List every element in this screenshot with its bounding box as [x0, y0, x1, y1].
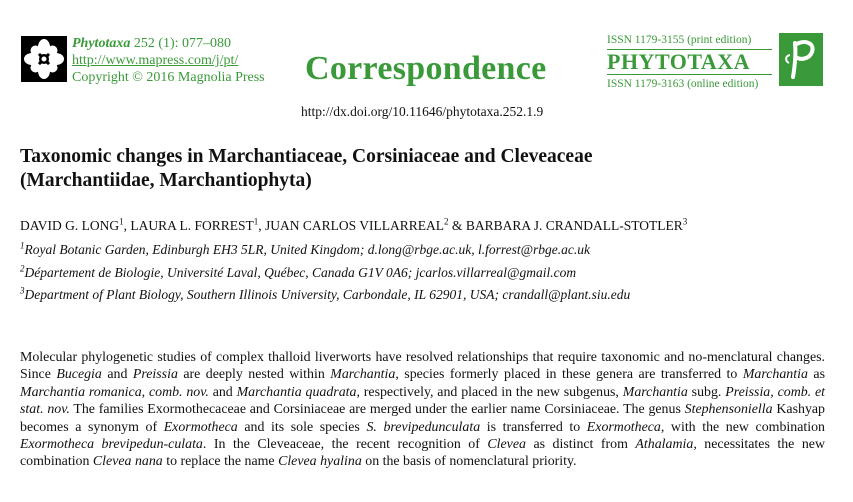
- article-title: [20, 145, 840, 193]
- author-sep: ,: [258, 218, 266, 233]
- title-line-1: Taxonomic changes in Marchantiaceae, Corsiniaceae and Cleveaceae: [20, 146, 593, 167]
- flower-logo-icon: [21, 36, 67, 82]
- copyright: Copyright © 2016 Magnolia Press: [72, 70, 265, 85]
- abstract-italic-run: Exormotheca brevipedun-culata: [20, 437, 203, 453]
- affiliation-3: [20, 286, 850, 303]
- abstract-italic-run: Preissia: [725, 384, 771, 400]
- abstract-text-run: Molecular phylogenetic studies of complex thalloid liverworts have resolved relationships that require taxonomic and no-menclatural changes. Since: [20, 350, 825, 383]
- section-title: Correspondence: [305, 50, 547, 87]
- author-sup: 1: [253, 216, 259, 227]
- abstract-italic-run: Athalamia: [635, 437, 694, 453]
- affiliation-1: [20, 241, 850, 258]
- abstract-italic-run: Clevea nana: [92, 454, 163, 470]
- abstract-text-run: ,: [770, 384, 778, 400]
- affiliation-text: Département de Biologie, Université Laval, Québec, Canada G1V 0A6; jcarlos.villarreal@gmail.com: [24, 265, 577, 280]
- abstract-text-run: and: [101, 367, 133, 383]
- abstract-text-run: as distinct from: [525, 437, 636, 453]
- issn-online: ISSN 1179-3163 (online edition): [607, 78, 759, 90]
- title-line-2: (Marchantiidae, Marchantiophyta): [20, 170, 312, 191]
- abstract-paragraph: [20, 349, 825, 471]
- abstract-text-run: subg.: [687, 384, 726, 400]
- abstract-text-run: The families Exormothecaceae and Corsiniaceae are merged under the earlier name Corsiniaceae. The genus: [69, 402, 685, 418]
- abstract-text-run: . In the Cleveaceae, the recent recognition of: [202, 437, 488, 453]
- abstract-text-run: and: [208, 384, 237, 400]
- author-list: [20, 217, 850, 234]
- journal-header: [0, 0, 853, 110]
- journal-name: Phytotaxa: [72, 36, 131, 51]
- abstract-text-run: is transferred to: [480, 419, 587, 435]
- author-name: JUAN CARLOS VILLARREAL: [265, 218, 445, 233]
- affiliation-text: Department of Plant Biology, Southern Illinois University, Carbondale, IL 62901, USA; crandall@plant.siu.edu: [24, 287, 631, 302]
- abstract-text-run: Kashyap becomes a synonym of: [20, 402, 825, 435]
- affiliation-sup: 2: [20, 263, 25, 274]
- author-sup: 1: [119, 216, 124, 227]
- issn-block: [607, 33, 775, 91]
- abstract-italic-run: Exormotheca: [163, 419, 238, 435]
- abstract-text-run: , respectively, and placed in the new subgenus,: [356, 384, 623, 400]
- affiliation-2: [20, 264, 850, 281]
- abstract-italic-run: S. brevipedunculata: [366, 419, 481, 435]
- abstract-italic-run: Marchantia quadrata: [236, 384, 357, 400]
- abstract-italic-run: Marchantia: [330, 367, 396, 383]
- volume-pages: 252 (1): 077–080: [130, 36, 232, 51]
- abstract-italic-run: Marchantia: [622, 384, 688, 400]
- abstract-text-run: to replace the name: [162, 454, 279, 470]
- abstract-italic-run: Exormotheca: [586, 419, 661, 435]
- abstract-italic-run: Bucegia: [56, 367, 102, 383]
- affiliation-text: Royal Botanic Garden, Edinburgh EH3 5LR, United Kingdom; d.long@rbge.ac.uk, l.forrest@rbge.ac.uk: [24, 242, 591, 257]
- affiliation-sup: 1: [20, 240, 25, 251]
- author-name: BARBARA J. CRANDALL-STOTLER: [465, 218, 683, 233]
- journal-info: [72, 35, 265, 86]
- brand-name: PHYTOTAXA: [607, 49, 772, 75]
- doi-link[interactable]: http://dx.doi.org/10.11646/phytotaxa.252.1.9: [301, 104, 544, 119]
- abstract-text-run: as: [807, 367, 825, 383]
- abstract-italic-run: Marchantia romanica, comb. nov.: [20, 384, 209, 400]
- author-name: DAVID G. LONG: [20, 218, 120, 233]
- abstract-italic-run: Stephensoniella: [684, 402, 773, 418]
- journal-url-link[interactable]: http://www.mapress.com/j/pt/: [72, 53, 239, 68]
- abstract-text-run: and its sole species: [237, 419, 367, 435]
- abstract-text-run: are deeply nested within: [177, 367, 331, 383]
- abstract-italic-run: Marchantia: [742, 367, 808, 383]
- abstract-italic-run: Clevea hyalina: [278, 454, 362, 470]
- abstract-italic-run: Preissia: [132, 367, 178, 383]
- affiliation-sup: 3: [20, 285, 25, 296]
- abstract-text-run: , necessitates the new combination: [20, 437, 825, 470]
- issn-print: ISSN 1179-3155 (print edition): [607, 34, 752, 46]
- author-sup: 2: [444, 216, 449, 227]
- abstract-italic-run: comb. et stat. nov.: [20, 384, 826, 418]
- abstract-text-run: , with the new combination: [660, 419, 825, 435]
- author-name: LAURA L. FORREST: [130, 218, 254, 233]
- author-sep: ,: [123, 218, 131, 233]
- phytotaxa-p-logo-icon: [779, 33, 823, 86]
- abstract-text-run: , species formerly placed in these genera are transferred to: [395, 367, 743, 383]
- abstract-italic-run: Clevea: [487, 437, 526, 453]
- abstract-text-run: on the basis of nomenclatural priority.: [361, 454, 577, 470]
- author-sup: 3: [682, 216, 688, 227]
- author-sep: &: [448, 218, 466, 233]
